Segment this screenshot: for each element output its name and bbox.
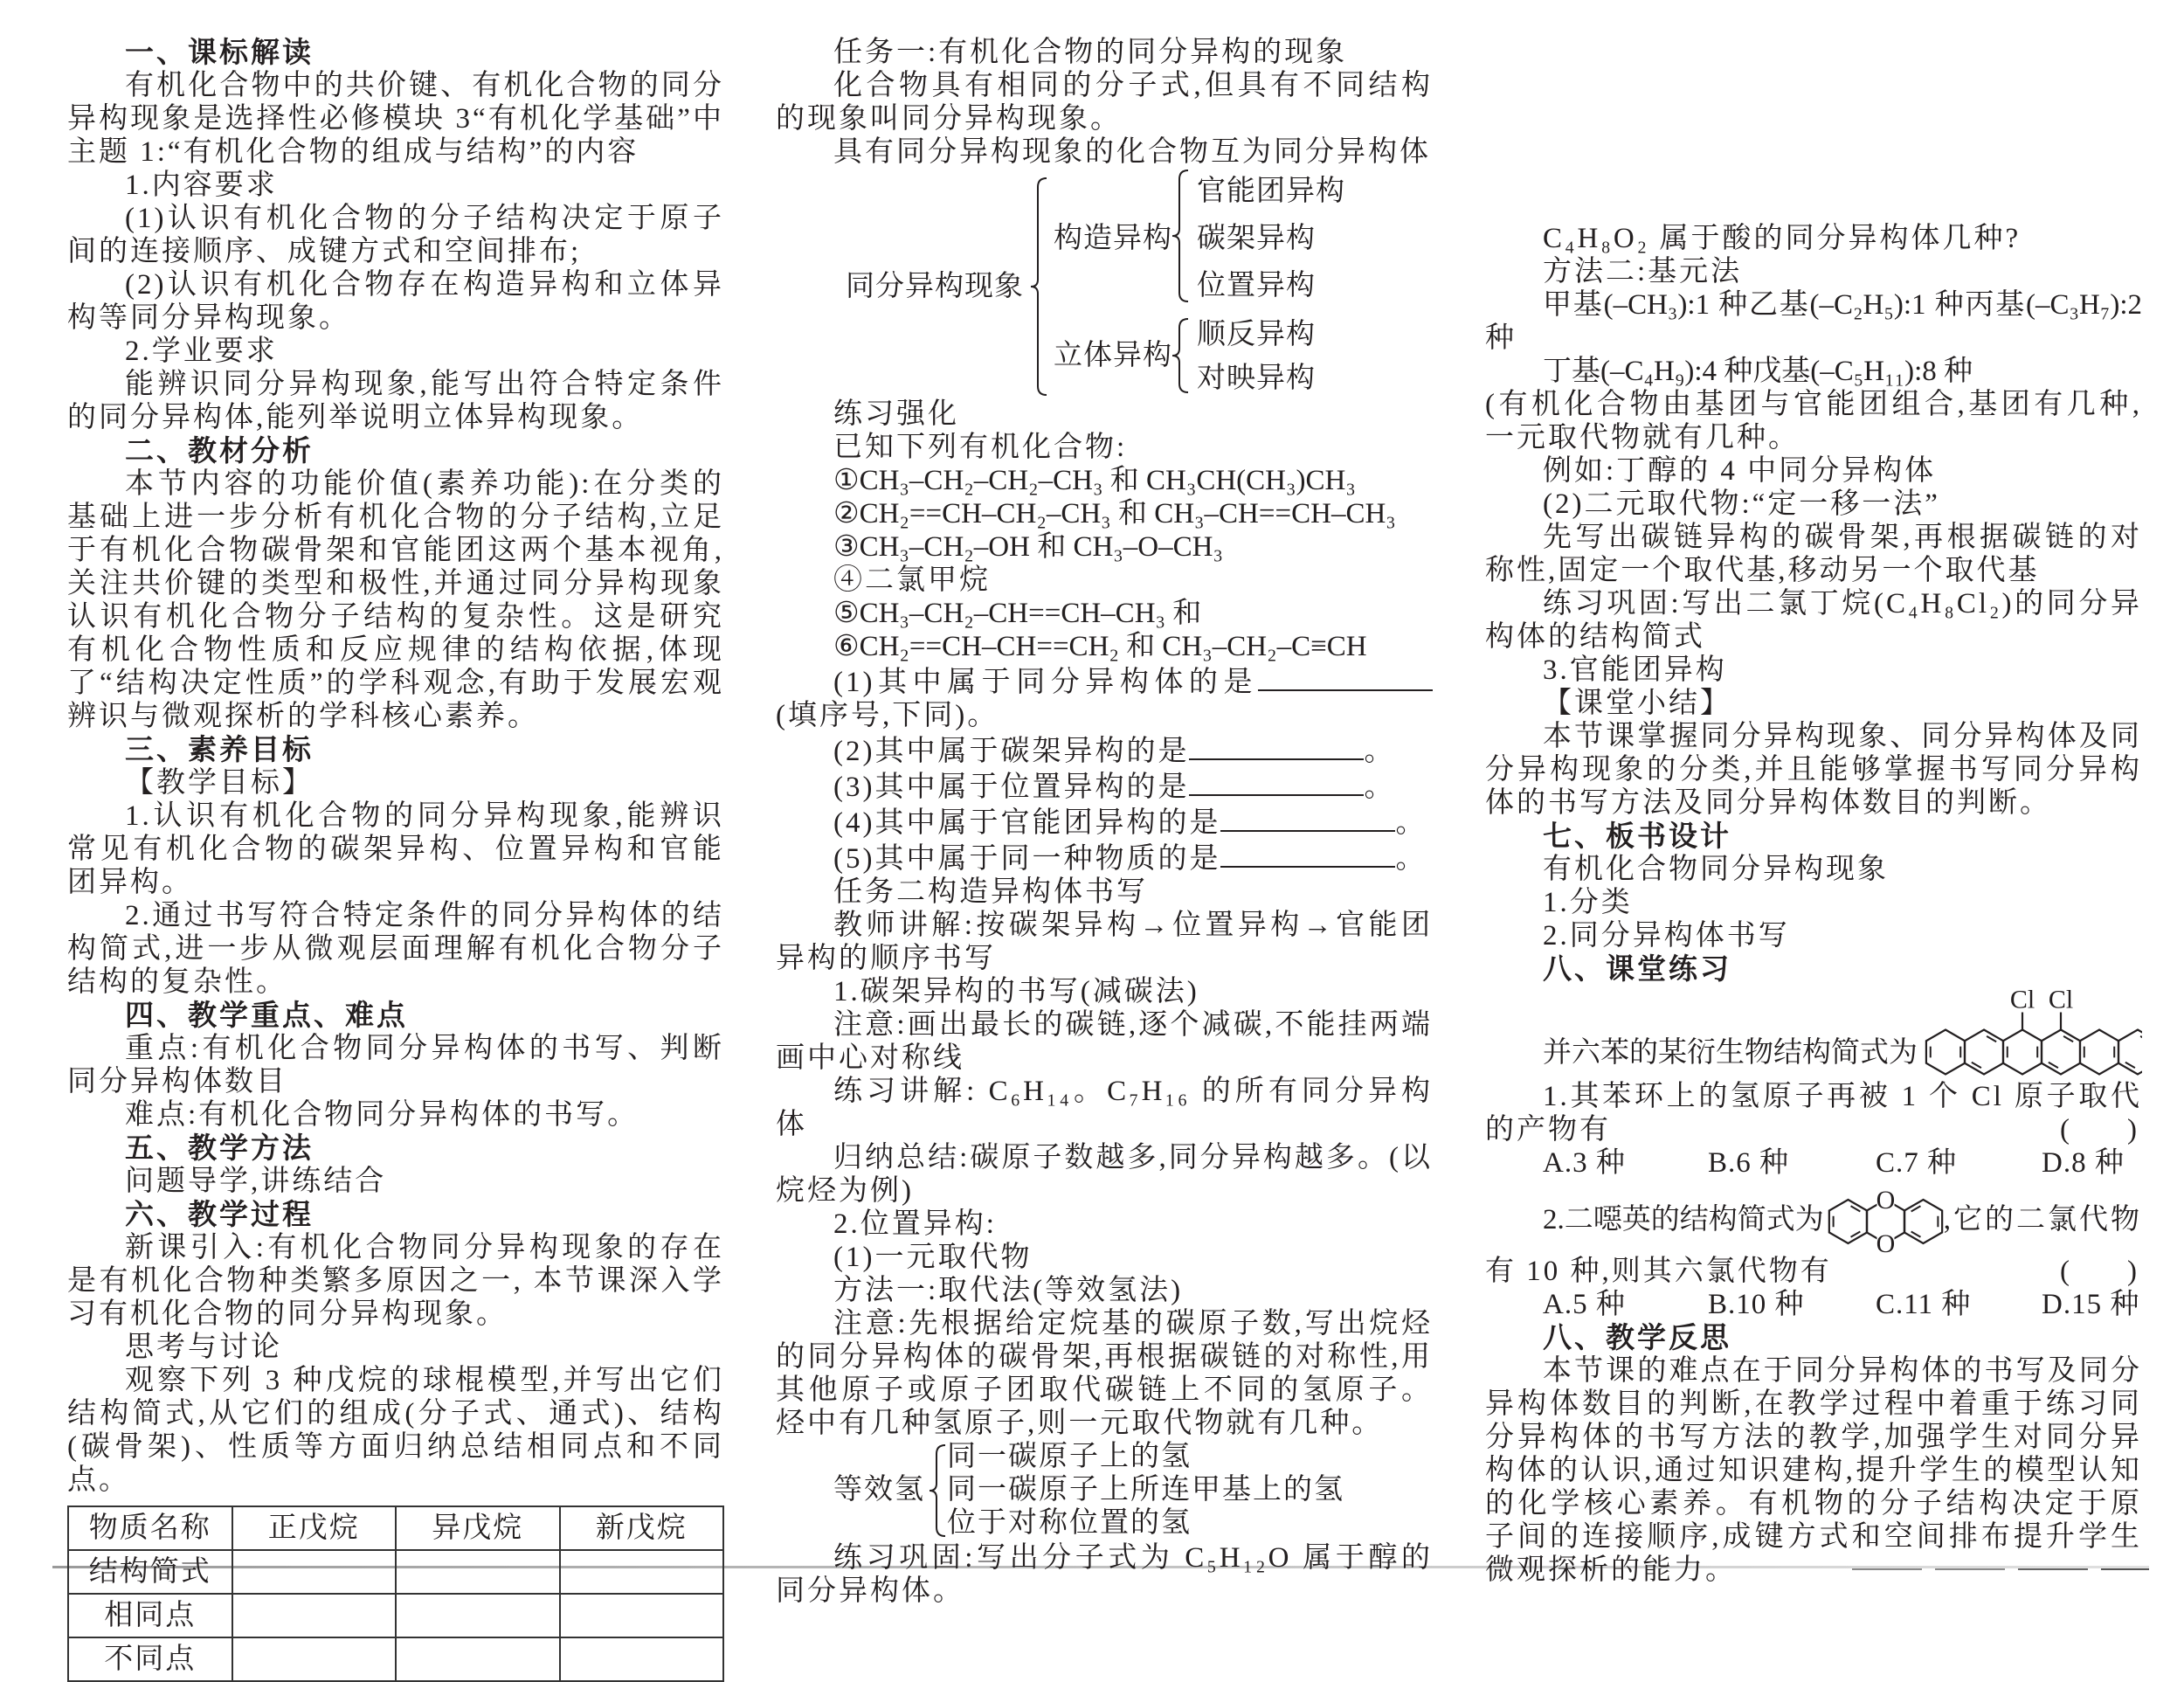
answer-option: C.7 种	[1876, 1147, 1958, 1179]
answer-option: A.3 种	[1543, 1147, 1626, 1179]
section-heading: 八、课堂练习	[1543, 952, 1731, 986]
section-heading: 八、教学反思	[1543, 1320, 1731, 1354]
paragraph: (1)认识有机化合物的分子结构决定于原子间的连接顺序、成键方式和空间排布;	[67, 203, 724, 267]
question-text: 并六苯的某衍生物结构简式为	[1543, 1037, 1918, 1069]
table-row	[68, 1594, 723, 1637]
paragraph: 方法二:基元法	[1543, 256, 1743, 287]
paragraph: 练习巩固:写出二氯丁烷(C₄H₈Cl₂)的同分异构体的结构简式	[1485, 588, 2142, 653]
paragraph: 注意:先根据给定烷基的碳原子数,写出烷烃的同分异构体的碳骨架,再根据碳链的对称性,用其他原子或原子团取代碳链上不同的氢原子。烃中有几种氢原子,则一元取代物就有几种。	[776, 1308, 1433, 1439]
tree-leaf: 官能团异构	[1197, 176, 1345, 207]
paragraph: 练习强化	[833, 398, 959, 430]
table-cell	[560, 1594, 724, 1637]
paragraph: 本节内容的功能价值(素养功能):在分类的基础上进一步分析有机化合物的分子结构,立足于有机化合物碳骨架和官能团这两个基本视角,关注共价键的类型和极性,并通过同分异构现象认识有机化合物分子结构的复杂性。这是研究有机化合物性质和反应规律的结构依据,体现了“结构决定性质”的学科观念,有助于发展宏观辨识与微观探析的学科核心素养。	[67, 468, 724, 732]
answer-options	[1485, 1146, 2142, 1180]
table-cell	[396, 1594, 560, 1637]
tree-leaf: 顺反异构	[1197, 319, 1316, 350]
question-suffix: (填序号,下同)。	[776, 700, 999, 731]
fill-in-question	[776, 663, 1433, 732]
answer-options	[1485, 1288, 2142, 1321]
answer-option: B.6 种	[1708, 1147, 1790, 1179]
question-text: 2.二噁英的结构简式为	[1543, 1204, 1824, 1236]
equivalent-hydrogen-list	[776, 1440, 1433, 1541]
paragraph: ④二氯甲烷	[833, 564, 991, 596]
paragraph: 1.碳架异构的书写(减碳法)	[833, 976, 1199, 1007]
paragraph: 1.认识有机化合物的同分异构现象,能辨识常见有机化合物的碳架异构、位置异构和官能团异构。	[67, 800, 724, 898]
paragraph: ②CH₂==CH–CH₂–CH₃ 和 CH₃–CH==CH–CH₃	[833, 498, 1396, 530]
dioxin-structure-line	[1485, 1180, 2142, 1255]
oxygen-label: O	[1876, 1186, 1896, 1215]
isomerism-classification-diagram	[776, 169, 1433, 398]
benzene-ring	[1904, 1200, 1942, 1243]
tree-leaf: 对映异构	[1197, 363, 1316, 394]
answer-option: A.5 种	[1543, 1289, 1626, 1320]
table-cell	[232, 1594, 397, 1637]
paragraph: 思考与讨论	[125, 1332, 282, 1363]
paragraph: 教师讲解:按碳架异构→位置异构→官能团异构的顺序书写	[776, 910, 1433, 974]
paragraph: 观察下列 3 种戊烷的球棍模型,并写出它们结构简式,从它们的组成(分子式、通式)、结构(碳骨架)、性质等方面归纳总结相同点和不同点。	[67, 1365, 724, 1496]
table-header-row	[68, 1506, 723, 1550]
paragraph: ③CH₃–CH₂–OH 和 CH₃–O–CH₃	[833, 531, 1223, 563]
column-middle	[776, 36, 1433, 1608]
table-row-label: 不同点	[68, 1637, 232, 1681]
paragraph: 2.学业要求	[125, 336, 278, 367]
chlorine-label: Cl	[2048, 986, 2074, 1014]
paragraph: 2.位置异构:	[833, 1208, 997, 1240]
question-text: (2)其中属于碳架异构的是	[833, 736, 1190, 767]
question-text: 1.其苯环上的氢原子再被 1 个 Cl 原子取代的产物有	[1485, 1081, 2142, 1146]
paragraph: 本节课掌握同分异构现象、同分异构体及同分异构现象的分类,并且能够掌握书写同分异构体的书写方法及同分异构体数目的判断。	[1485, 721, 2142, 819]
question-text: (3)其中属于位置异构的是	[833, 772, 1190, 803]
pentane-comparison-table	[67, 1505, 724, 1682]
column-left-text	[67, 36, 724, 1497]
answer-blank	[1189, 768, 1364, 796]
table-header: 物质名称	[68, 1506, 232, 1550]
table-row-label: 相同点	[68, 1594, 232, 1637]
table-header: 新戊烷	[560, 1506, 724, 1550]
section-heading: 六、教学过程	[125, 1197, 314, 1231]
table-cell	[232, 1637, 397, 1681]
question-suffix: 。	[1395, 807, 1427, 839]
question-suffix: 。	[1364, 736, 1396, 767]
oxygen-label: O	[1876, 1229, 1896, 1255]
brace-icon	[1172, 319, 1188, 392]
paragraph: 2.通过书写符合特定条件的同分异构体的结构简式,进一步从微观层面理解有机化合物分子结构的复杂性。	[67, 900, 724, 998]
answer-option: D.8 种	[2042, 1147, 2125, 1179]
fill-in-question	[776, 732, 1433, 768]
paragraph: ⑤CH₃–CH₂–CH==CH–CH₃ 和	[833, 598, 1202, 629]
paragraph: 注意:画出最长的碳链,逐个减碳,不能挂两端画中心对称线	[776, 1009, 1433, 1074]
table-cell	[560, 1637, 724, 1681]
table-cell	[396, 1550, 560, 1594]
chlorine-label: Cl	[2009, 986, 2035, 1014]
paragraph: 有机化合物中的共价键、有机化合物的同分异构现象是选择性必修模块 3“有机化学基础”中主题 1:“有机化合物的组成与结构”的内容	[67, 70, 724, 168]
paragraph: 丁基(–C₄H₉):4 种戊基(–C₅H₁₁):8 种	[1543, 356, 1973, 387]
fill-in-question	[776, 840, 1433, 876]
hexacene-structure-line	[1485, 986, 2142, 1080]
paragraph: 【教学目标】	[125, 767, 314, 799]
brace-item: 同一碳原子上所连甲基上的氢	[947, 1474, 1344, 1505]
multiple-choice-question	[1485, 1080, 2142, 1146]
section-heading: 五、教学方法	[125, 1131, 314, 1165]
table-cell	[232, 1550, 397, 1594]
question-suffix: 。	[1364, 772, 1396, 803]
paragraph: 1.分类	[1543, 887, 1633, 918]
paragraph: 具有同分异构现象的化合物互为同分异构体	[833, 136, 1431, 168]
paragraph: 2.同分异构体书写	[1543, 920, 1790, 952]
table-cell	[560, 1550, 724, 1594]
table-row	[68, 1637, 723, 1681]
paragraph: (2)认识有机化合物存在构造异构和立体异构等同分异构现象。	[67, 269, 724, 334]
brace-icon	[930, 1445, 945, 1536]
brace-item: 位于对称位置的氢	[947, 1507, 1192, 1539]
tree-branch: 构造异构	[1054, 223, 1172, 254]
answer-bracket: ( )	[2060, 1256, 2137, 1287]
answer-option: B.10 种	[1708, 1289, 1805, 1320]
paragraph: 任务二构造异构体书写	[833, 876, 1148, 908]
answer-blank	[1220, 804, 1395, 832]
question-text: (1)其中属于同分异构体的是	[833, 667, 1258, 698]
benzene-ring	[1965, 1030, 2003, 1075]
paragraph: 练习讲解: C₆H₁₄。C₇H₁₆ 的所有同分异构体	[776, 1076, 1433, 1140]
fill-in-question	[776, 804, 1433, 840]
hexacene-structure	[1918, 986, 2142, 1080]
paragraph: (2)二元取代物:“定一移一法”	[1543, 488, 1940, 520]
answer-blank	[1258, 663, 1433, 691]
multiple-choice-question	[1485, 1255, 2142, 1288]
paragraph: 本节课的难点在于同分异构体的书写及同分异构体数目的判断,在教学过程中着重于练习同分异构体的书写方法的教学,加强学生对同分异构体的认识,通过知识建构,提升学生的模型认知的化学核心素养。有机物的分子结构决定于原子间的连接顺序,成键方式和空间排布提升学生微观探析的能力。	[1485, 1355, 2142, 1586]
answer-blank	[1220, 840, 1395, 868]
table-row-label: 结构简式	[68, 1550, 232, 1594]
paragraph: 新课引入:有机化合物同分异构现象的存在是有机化合物种类繁多原因之一, 本节课深入学习有机化合物的同分异构现象。	[67, 1232, 724, 1330]
table-cell	[396, 1637, 560, 1681]
question-text: ,它的二氯代物	[1943, 1204, 2142, 1236]
section-heading: 七、板书设计	[1543, 819, 1731, 853]
paragraph: 重点:有机化合物同分异构体的书写、判断同分异构体数目	[67, 1033, 724, 1097]
paragraph: 已知下列有机化合物:	[833, 432, 1128, 463]
benzene-ring	[2118, 1030, 2142, 1075]
column-left	[67, 36, 724, 1682]
paragraph: (有机化合物由基团与官能团组合,基团有几种,一元取代物就有几种。	[1485, 389, 2142, 453]
benzene-ring	[1926, 1030, 1965, 1075]
paragraph: 难点:有机化合物同分异构体的书写。	[125, 1099, 639, 1131]
answer-option: D.15 种	[2042, 1289, 2140, 1320]
paragraph: 有机化合物同分异构现象	[1543, 854, 1889, 885]
benzene-ring	[2080, 1030, 2118, 1075]
paragraph: 问题导学,讲练结合	[125, 1166, 387, 1197]
tree-root: 同分异构现象	[846, 271, 1024, 302]
paragraph: 方法一:取代法(等效氢法)	[833, 1275, 1184, 1306]
brace-label: 等效氢	[833, 1474, 925, 1505]
brace-item: 同一碳原子上的氢	[947, 1441, 1192, 1472]
section-heading: 四、教学重点、难点	[125, 998, 408, 1032]
benzene-ring	[2003, 1030, 2042, 1075]
fill-in-question	[776, 768, 1433, 804]
dioxin-structure	[1824, 1180, 1944, 1255]
benzene-ring	[2042, 1030, 2080, 1075]
question-text: (5)其中属于同一种物质的是	[833, 843, 1221, 875]
question-text: 有 10 种,则其六氯代物有	[1485, 1256, 1832, 1287]
paragraph: 练习巩固:写出分子式为 C₅H₁₂O 属于醇的同分异构体。	[776, 1542, 1433, 1607]
paragraph: 归纳总结:碳原子数越多,同分异构越多。(以烷烃为例)	[776, 1142, 1433, 1207]
column-right	[1485, 222, 2142, 1587]
paragraph: 例如:丁醇的 4 中同分异构体	[1543, 455, 1937, 487]
paragraph: 【课堂小结】	[1543, 688, 1731, 719]
paragraph: 1.内容要求	[125, 170, 278, 201]
tree-branch: 立体异构	[1054, 340, 1172, 371]
section-heading: 三、素养目标	[125, 732, 314, 766]
table-row	[68, 1550, 723, 1594]
paragraph: 甲基(–CH₃):1 种乙基(–C₂H₅):1 种丙基(–C₃H₇):2种	[1485, 289, 2142, 354]
paragraph: 任务一:有机化合物的同分异构的现象	[833, 37, 1348, 68]
paragraph: 3.官能团异构	[1543, 654, 1727, 686]
paragraph: 先写出碳链异构的碳骨架,再根据碳链的对称性,固定一个取代基,移动另一个取代基	[1485, 522, 2142, 586]
tree-leaf: 碳架异构	[1197, 223, 1316, 254]
table-header: 异戊烷	[396, 1506, 560, 1550]
paragraph: ①CH₃–CH₂–CH₂–CH₃ 和 CH₃CH(CH₃)CH₃	[833, 465, 1356, 496]
paragraph: ⑥CH₂==CH–CH==CH₂ 和 CH₃–CH₂–C≡CH	[833, 631, 1367, 662]
answer-blank	[1189, 732, 1364, 760]
paragraph: (1)一元取代物	[833, 1242, 1033, 1273]
brace-icon	[1172, 170, 1188, 301]
section-heading: 二、教材分析	[125, 433, 314, 467]
benzene-ring	[1829, 1200, 1867, 1243]
answer-bracket: ( )	[2060, 1114, 2137, 1146]
section-heading: 一、课标解读	[125, 35, 314, 69]
answer-option: C.11 种	[1876, 1289, 1972, 1320]
paragraph: 化合物具有相同的分子式,但具有不同结构的现象叫同分异构现象。	[776, 70, 1433, 135]
brace-icon	[1031, 178, 1047, 395]
paragraph: 能辨识同分异构现象,能写出符合特定条件的同分异构体,能列举说明立体异构现象。	[67, 369, 724, 433]
paragraph: C₄H₈O₂ 属于酸的同分异构体几种?	[1543, 223, 2022, 254]
tree-leaf: 位置异构	[1197, 270, 1316, 301]
question-suffix: 。	[1395, 843, 1427, 875]
table-header: 正戊烷	[232, 1506, 397, 1550]
question-text: (4)其中属于官能团异构的是	[833, 807, 1221, 839]
